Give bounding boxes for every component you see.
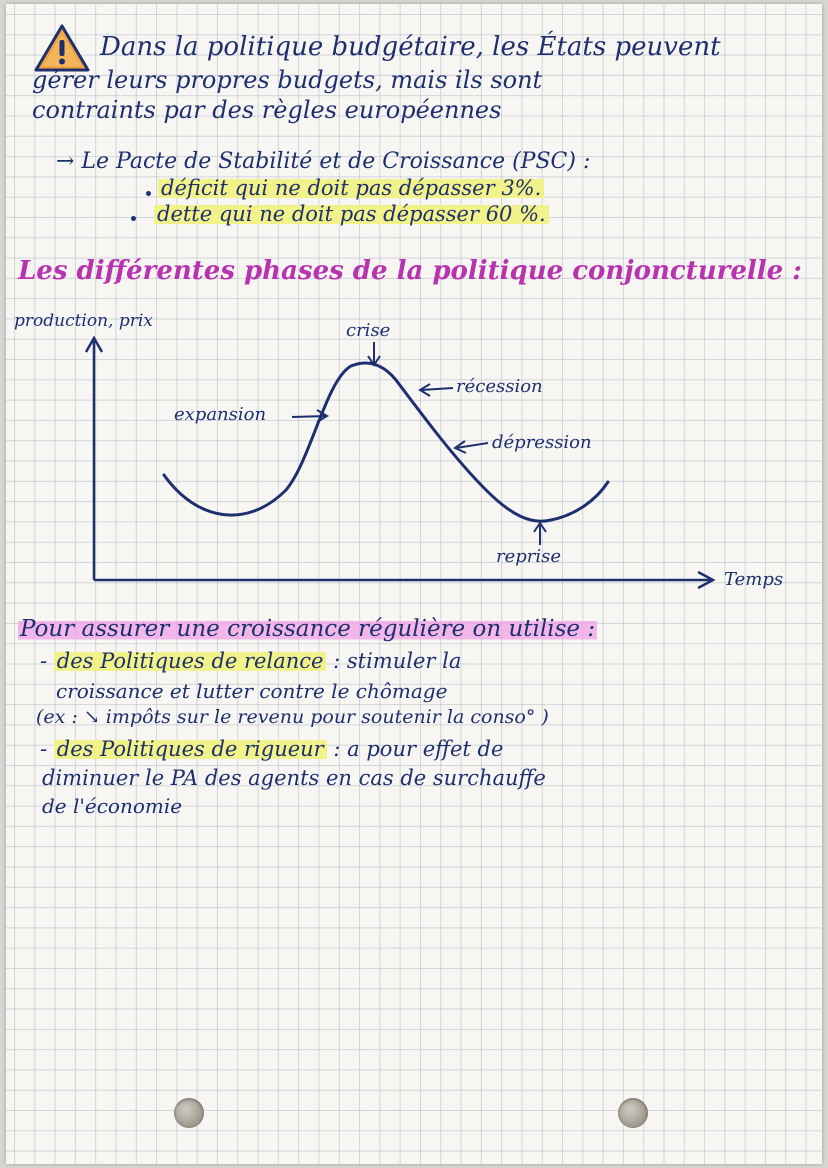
deficit-highlight: déficit qui ne doit pas dépasser 3%.	[158, 176, 544, 200]
relance-label: des Politiques de relance	[54, 649, 327, 673]
psc-bullet-dette	[154, 202, 549, 226]
rigueur-text-3: de l'économie	[42, 794, 183, 818]
policies-intro-text: Pour assurer une croissance régulière on utilise :	[20, 616, 596, 642]
bullet-dot	[131, 216, 136, 221]
psc-bullet-deficit	[158, 176, 544, 200]
dash: -	[40, 649, 54, 673]
section-title: Les différentes phases de la politique conjoncturelle :	[18, 256, 802, 286]
rigueur-line	[40, 737, 503, 761]
expansion-arrow	[292, 416, 326, 417]
intro-line-1: Dans la politique budgétaire, les États peuvent	[100, 32, 721, 62]
relance-example: (ex : ↘ impôts sur le revenu pour soutenir la conso° )	[36, 706, 549, 728]
intro-line-3: contraints par des règles européennes	[32, 96, 502, 124]
bullet-dot	[146, 191, 151, 196]
relance-line	[40, 649, 461, 673]
relance-text-2: croissance et lutter contre le chômage	[56, 679, 448, 703]
binder-hole-left	[174, 1098, 204, 1128]
rigueur-label: des Politiques de rigueur	[54, 737, 327, 761]
policies-intro	[18, 616, 597, 642]
annotation-crise: crise	[346, 320, 391, 341]
rigueur-text-2: diminuer le PA des agents en cas de surchauffe	[42, 766, 546, 790]
binder-hole-right	[618, 1098, 648, 1128]
y-axis-label: production, prix	[14, 311, 153, 331]
annotation-reprise: reprise	[496, 546, 562, 567]
annotation-depression: dépression	[492, 432, 592, 453]
relance-text-1: : stimuler la	[333, 649, 462, 673]
annotation-expansion: expansion	[174, 404, 267, 425]
x-axis-label: Temps	[724, 569, 784, 590]
recession-arrow	[421, 388, 453, 390]
annotation-recession: récession	[456, 376, 543, 397]
dash: -	[40, 737, 54, 761]
psc-heading: → Le Pacte de Stabilité et de Croissance (PSC) :	[56, 149, 591, 174]
economic-cycle-chart	[6, 300, 822, 600]
rigueur-text-1: : a pour effet de	[333, 737, 504, 761]
intro-line-2: gérer leurs propres budgets, mais ils sont	[32, 66, 543, 94]
dette-highlight: dette qui ne doit pas dépasser 60 %.	[154, 202, 549, 226]
notebook-page	[6, 4, 822, 1164]
